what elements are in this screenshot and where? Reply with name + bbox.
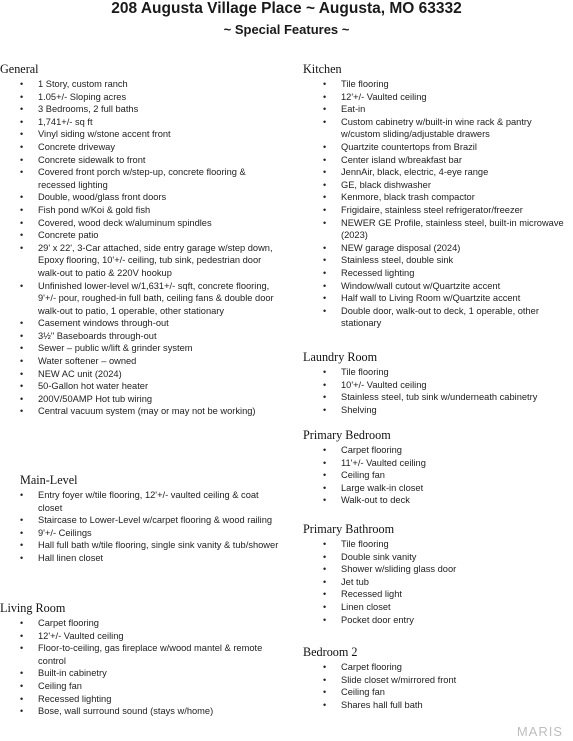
list-item — [303, 305, 571, 330]
list-item-text: Eat-in — [341, 104, 366, 115]
list-item — [0, 229, 280, 242]
bullet-icon: • — [323, 601, 327, 612]
bullet-icon: • — [323, 280, 327, 291]
list-item — [303, 661, 571, 674]
bullet-icon: • — [20, 192, 24, 203]
bullet-icon: • — [323, 79, 327, 89]
list-item-text: Water softener – owned — [38, 356, 137, 367]
bullet-icon: • — [323, 457, 327, 468]
bullet-icon: • — [20, 406, 24, 417]
bullet-icon: • — [20, 343, 24, 354]
section-general — [0, 62, 280, 418]
list-item — [303, 204, 571, 217]
list-item-text: Shares hall full bath — [341, 699, 423, 710]
bullet-icon: • — [20, 104, 24, 115]
list-item-text: Jet tub — [341, 576, 369, 587]
page-title: 208 Augusta Village Place ~ Augusta, MO 63332 — [111, 0, 462, 17]
list-item-text: Concrete driveway — [38, 141, 115, 152]
bullet-icon: • — [323, 576, 327, 587]
list-item-text: 12'+/- Vaulted ceiling — [341, 91, 427, 102]
list-item — [303, 494, 571, 507]
list-item-text: Central vacuum system (may or may not be working) — [38, 406, 256, 417]
list-item-text: Carpet flooring — [341, 662, 402, 672]
list-item — [303, 588, 571, 601]
list-item — [20, 489, 280, 514]
bullet-icon: • — [20, 356, 24, 367]
list-item-text: 1.05+/- Sloping acres — [38, 91, 127, 102]
list-item-text: JennAir, black, electric, 4-eye range — [341, 167, 489, 178]
bullet-icon: • — [20, 381, 24, 392]
section-living-room — [0, 601, 280, 718]
section-heading: Laundry Room — [303, 350, 378, 364]
list-item — [303, 404, 571, 417]
list-item-text: Pocket door entry — [341, 614, 414, 625]
bullet-icon: • — [20, 116, 24, 127]
list-item — [303, 551, 571, 564]
list-item — [0, 380, 280, 393]
list-item-text: Linen closet — [341, 601, 391, 612]
bullet-icon: • — [323, 614, 327, 625]
list-item-text: 200V/50AMP Hot tub wiring — [38, 393, 153, 404]
list-item — [303, 191, 571, 204]
list-item-text: Carpet flooring — [341, 445, 402, 455]
list-item — [0, 705, 280, 718]
list-item — [303, 267, 571, 280]
list-item-text: Staircase to Lower-Level w/carpet flooring & wood railing — [38, 515, 273, 526]
feature-list — [303, 366, 571, 416]
list-item-text: Ceiling fan — [341, 470, 385, 481]
list-item — [0, 166, 280, 191]
section-primary-bathroom — [303, 522, 571, 626]
list-item — [0, 317, 280, 330]
list-item-text: Kenmore, black trash compactor — [341, 192, 475, 203]
list-item — [303, 242, 571, 255]
list-item-text: Casement windows through-out — [38, 318, 169, 329]
list-item — [0, 693, 280, 706]
section-heading: General — [0, 62, 39, 76]
feature-list — [0, 617, 280, 718]
list-item-text: 3½" Baseboards through-out — [38, 330, 157, 341]
list-item-text: Slide closet w/mirrored front — [341, 674, 457, 685]
bullet-icon: • — [20, 154, 24, 165]
list-item-text: Hall linen closet — [38, 552, 104, 563]
section-primary-bedroom — [303, 428, 571, 507]
bullet-icon: • — [20, 630, 24, 641]
list-item — [303, 538, 571, 551]
section-laundry-room — [303, 350, 571, 416]
list-item — [20, 552, 280, 565]
list-item-text: Carpet flooring — [38, 618, 99, 628]
list-item-text: Double, wood/glass front doors — [38, 192, 167, 203]
list-item-text: 1,741+/- sq ft — [38, 116, 93, 127]
bullet-icon: • — [323, 482, 327, 493]
bullet-icon: • — [323, 267, 327, 278]
list-item-text: Built-in cabinetry — [38, 668, 107, 679]
list-item-text: Large walk-in closet — [341, 482, 424, 493]
list-item — [0, 342, 280, 355]
list-item — [303, 366, 571, 379]
bullet-icon: • — [20, 167, 24, 178]
list-item — [303, 154, 571, 167]
list-item-text: Window/wall cutout w/Quartzite accent — [341, 280, 501, 291]
bullet-icon: • — [323, 551, 327, 562]
list-item — [303, 457, 571, 470]
list-item — [0, 191, 280, 204]
list-item-text: Floor-to-ceiling, gas fireplace w/wood mantel & remote control — [38, 643, 263, 666]
list-item-text: Covered front porch w/step-up, concrete flooring & recessed lighting — [38, 167, 246, 190]
list-item-text: Center island w/breakfast bar — [341, 154, 462, 165]
bullet-icon: • — [20, 318, 24, 329]
list-item-text: Quartzite countertops from Brazil — [341, 141, 477, 152]
list-item-text: NEWER GE Profile, stainless steel, built-in microwave (2023) — [341, 217, 564, 241]
feature-list — [303, 661, 571, 711]
section-main-level — [20, 473, 280, 565]
list-item — [0, 642, 280, 667]
bullet-icon: • — [20, 141, 24, 152]
list-item — [0, 680, 280, 693]
list-item — [303, 179, 571, 192]
list-item — [0, 368, 280, 381]
bullet-icon: • — [20, 79, 24, 89]
list-item-text: Fish pond w/Koi & gold fish — [38, 204, 151, 215]
list-item — [303, 116, 571, 141]
list-item — [0, 355, 280, 368]
list-item — [0, 393, 280, 406]
bullet-icon: • — [323, 91, 327, 102]
bullet-icon: • — [20, 280, 24, 291]
list-item-text: Concrete sidewalk to front — [38, 154, 146, 165]
bullet-icon: • — [323, 392, 327, 403]
list-item-text: Stainless steel, tub sink w/underneath cabinetry — [341, 392, 538, 403]
bullet-icon: • — [20, 540, 24, 551]
bullet-icon: • — [323, 204, 327, 215]
bullet-icon: • — [323, 662, 327, 672]
list-item-text: Ceiling fan — [38, 680, 82, 691]
bullet-icon: • — [20, 668, 24, 679]
list-item-text: Bose, wall surround sound (stays w/home) — [38, 706, 214, 717]
bullet-icon: • — [20, 552, 24, 563]
bullet-icon: • — [20, 91, 24, 102]
bullet-icon: • — [20, 490, 24, 500]
bullet-icon: • — [323, 589, 327, 600]
list-item — [0, 154, 280, 167]
list-item-text: Recessed lighting — [38, 693, 112, 704]
list-item — [303, 379, 571, 392]
bullet-icon: • — [323, 116, 327, 127]
list-item-text: 50-Gallon hot water heater — [38, 381, 149, 392]
bullet-icon: • — [20, 706, 24, 717]
list-item — [0, 217, 280, 230]
list-item — [303, 254, 571, 267]
list-item — [303, 469, 571, 482]
list-item-text: Tile flooring — [341, 79, 389, 89]
section-heading: Bedroom 2 — [303, 645, 358, 659]
section-bedroom-2 — [303, 645, 571, 711]
bullet-icon: • — [323, 141, 327, 152]
section-heading: Kitchen — [303, 62, 342, 76]
list-item-text: Unfinished lower-level w/1,631+/- sqft, concrete flooring, 9'+/- pour, roughed-in full bath, ceiling fans & double door walk-out to patio, 1 operable, other stationary — [38, 280, 274, 316]
list-item-text: Covered, wood deck w/aluminum spindles — [38, 217, 212, 228]
list-item-text: 3 Bedrooms, 2 full baths — [38, 104, 139, 115]
bullet-icon: • — [323, 470, 327, 481]
section-heading: Primary Bedroom — [303, 428, 391, 442]
bullet-icon: • — [323, 379, 327, 390]
bullet-icon: • — [323, 445, 327, 455]
list-item — [0, 667, 280, 680]
bullet-icon: • — [323, 154, 327, 165]
bullet-icon: • — [20, 693, 24, 704]
bullet-icon: • — [20, 527, 24, 538]
list-item — [303, 166, 571, 179]
list-item-text: 29' x 22', 3-Car attached, side entry garage w/step down, Epoxy flooring, 10'+/- ceiling, tub sink, pedestrian door walk-out to patio & 220V hookup — [38, 242, 273, 278]
section-heading: Primary Bathroom — [303, 522, 395, 536]
list-item-text: Stainless steel, double sink — [341, 255, 454, 266]
bullet-icon: • — [323, 167, 327, 178]
list-item — [0, 91, 280, 104]
list-item-text: NEW AC unit (2024) — [38, 368, 122, 379]
feature-list — [20, 489, 280, 565]
list-item — [303, 482, 571, 495]
list-item — [0, 78, 280, 91]
list-item — [303, 91, 571, 104]
list-item-text: Recessed light — [341, 589, 402, 600]
bullet-icon: • — [323, 674, 327, 685]
list-item — [0, 204, 280, 217]
bullet-icon: • — [323, 305, 327, 316]
list-item — [303, 391, 571, 404]
list-item — [0, 116, 280, 129]
list-item — [303, 217, 571, 242]
list-item-text: GE, black dishwasher — [341, 179, 431, 190]
list-item — [303, 576, 571, 589]
list-item — [303, 674, 571, 687]
list-item — [20, 527, 280, 540]
list-item-text: 11'+/- Vaulted ceiling — [341, 457, 426, 468]
section-heading: Living Room — [0, 601, 66, 615]
list-item-text: Concrete patio — [38, 230, 99, 241]
bullet-icon: • — [323, 179, 327, 190]
bullet-icon: • — [20, 618, 24, 628]
list-item — [303, 292, 571, 305]
list-item — [303, 78, 571, 91]
feature-list — [303, 78, 571, 330]
feature-list — [0, 78, 280, 418]
list-item-text: Double sink vanity — [341, 551, 417, 562]
list-item-text: Vinyl siding w/stone accent front — [38, 129, 171, 140]
list-item-text: 9'+/- Ceilings — [38, 527, 92, 538]
list-item-text: Walk-out to deck — [341, 495, 410, 506]
list-item — [0, 242, 280, 280]
section-heading: Main-Level — [20, 473, 78, 487]
list-item — [303, 444, 571, 457]
bullet-icon: • — [20, 515, 24, 526]
list-item-text: Tile flooring — [341, 367, 389, 377]
list-item — [0, 128, 280, 141]
bullet-icon: • — [20, 643, 24, 654]
maris-watermark: MARIS — [516, 724, 563, 739]
section-kitchen — [303, 62, 571, 330]
bullet-icon: • — [20, 230, 24, 241]
list-item-text: NEW garage disposal (2024) — [341, 242, 461, 253]
bullet-icon: • — [20, 330, 24, 341]
list-item — [0, 141, 280, 154]
list-item-text: Shelving — [341, 404, 377, 415]
list-item — [0, 630, 280, 643]
bullet-icon: • — [323, 687, 327, 698]
bullet-icon: • — [323, 242, 327, 253]
list-item-text: 12'+/- Vaulted ceiling — [38, 630, 124, 641]
list-item-text: Hall full bath w/tile flooring, single sink vanity & tub/shower — [38, 540, 279, 551]
list-item-text: 10'+/- Vaulted ceiling — [341, 379, 427, 390]
list-item — [0, 280, 280, 318]
list-item — [303, 614, 571, 627]
bullet-icon: • — [323, 539, 327, 549]
list-item — [303, 563, 571, 576]
bullet-icon: • — [323, 293, 327, 304]
list-item-text: Ceiling fan — [341, 687, 385, 698]
list-item-text: Custom cabinetry w/built-in wine rack & pantry w/custom sliding/adjustable drawers — [341, 116, 532, 140]
bullet-icon: • — [20, 217, 24, 228]
list-item-text: Frigidaire, stainless steel refrigerator/freezer — [341, 204, 523, 215]
list-item — [303, 280, 571, 293]
bullet-icon: • — [323, 104, 327, 115]
bullet-icon: • — [20, 129, 24, 140]
bullet-icon: • — [323, 699, 327, 710]
bullet-icon: • — [323, 404, 327, 415]
list-item-text: Sewer – public w/lift & grinder system — [38, 343, 193, 354]
bullet-icon: • — [323, 564, 327, 575]
bullet-icon: • — [323, 495, 327, 506]
feature-list — [303, 444, 571, 507]
bullet-icon: • — [20, 242, 24, 253]
list-item-text: Tile flooring — [341, 539, 389, 549]
list-item — [20, 514, 280, 527]
list-item — [303, 699, 571, 712]
list-item-text: Shower w/sliding glass door — [341, 564, 457, 575]
list-item — [0, 405, 280, 418]
bullet-icon: • — [323, 255, 327, 266]
list-item — [303, 686, 571, 699]
bullet-icon: • — [323, 192, 327, 203]
list-item — [20, 539, 280, 552]
bullet-icon: • — [323, 367, 327, 377]
list-item — [303, 103, 571, 116]
list-item — [0, 103, 280, 116]
list-item-text: Entry foyer w/tile flooring, 12'+/- vaulted ceiling & coat closet — [38, 490, 259, 513]
bullet-icon: • — [20, 368, 24, 379]
bullet-icon: • — [20, 680, 24, 691]
list-item-text: Double door, walk-out to deck, 1 operable, other stationary — [341, 305, 539, 329]
bullet-icon: • — [20, 204, 24, 215]
page-subtitle: ~ Special Features ~ — [223, 22, 350, 37]
list-item — [0, 617, 280, 630]
list-item — [0, 330, 280, 343]
list-item-text: Half wall to Living Room w/Quartzite accent — [341, 293, 521, 304]
bullet-icon: • — [20, 393, 24, 404]
list-item — [303, 601, 571, 614]
list-item-text: Recessed lighting — [341, 267, 415, 278]
bullet-icon: • — [323, 217, 327, 228]
list-item — [303, 141, 571, 154]
list-item-text: 1 Story, custom ranch — [38, 79, 128, 89]
feature-list — [303, 538, 571, 626]
